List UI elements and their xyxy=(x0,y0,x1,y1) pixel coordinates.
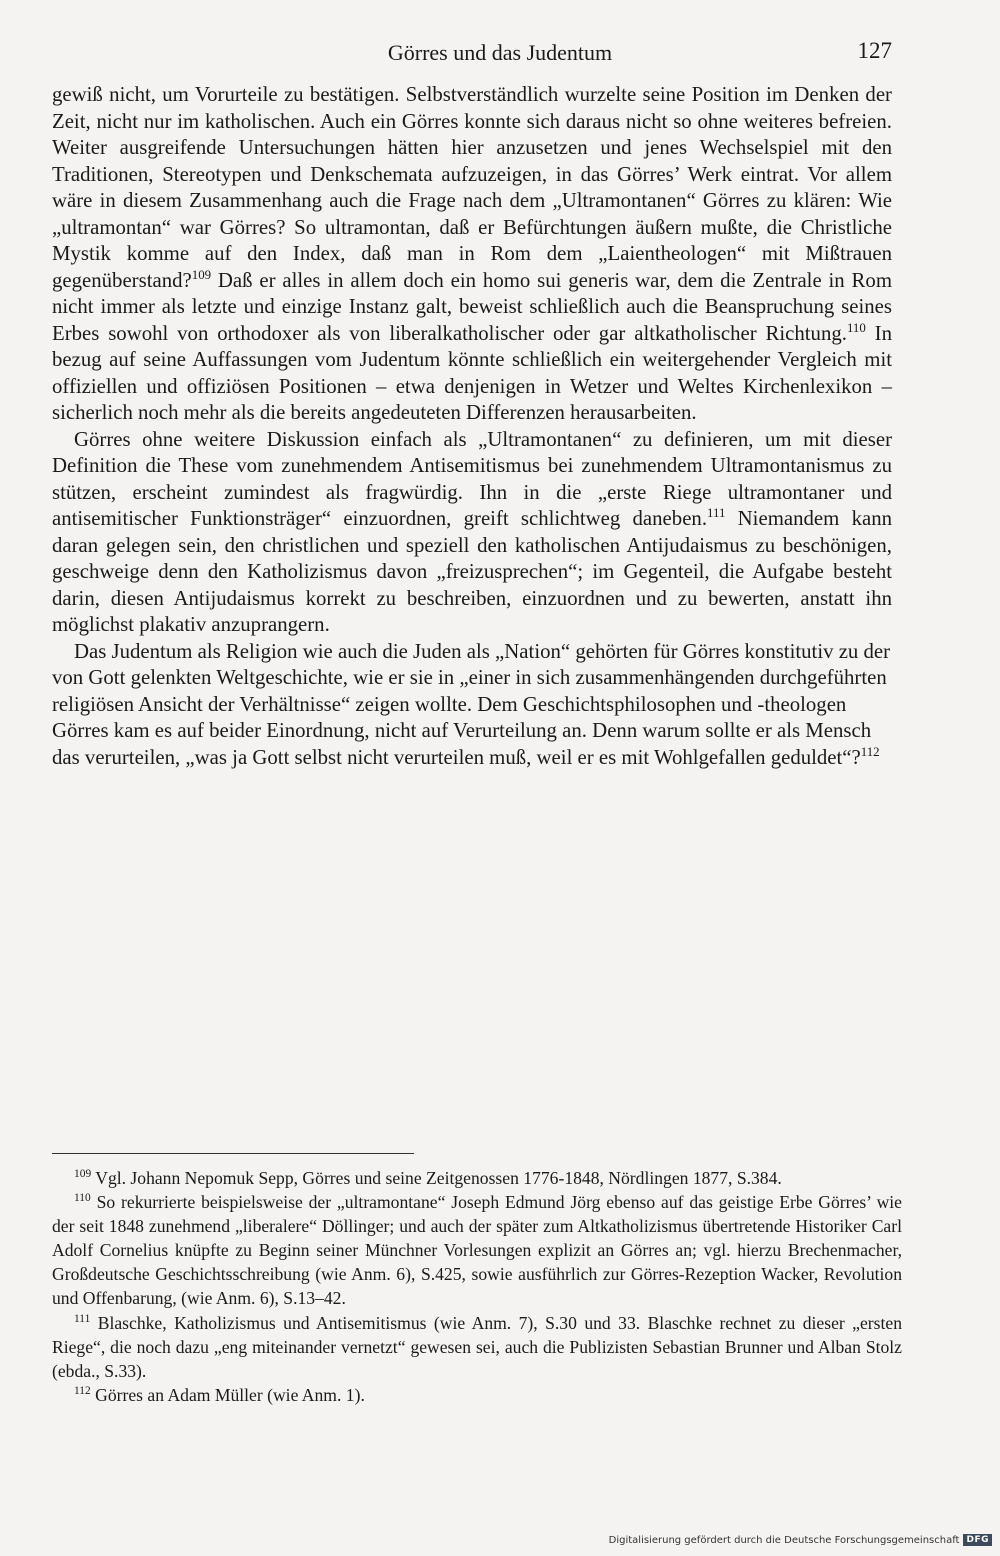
footnote-ref-110[interactable]: 110 xyxy=(846,320,866,335)
footnote-ref-111[interactable]: 111 xyxy=(707,506,726,521)
footnote-number: 111 xyxy=(74,1312,91,1325)
footnote-109 xyxy=(52,1166,902,1190)
digitization-credit xyxy=(609,1534,992,1546)
page-header xyxy=(0,36,1000,70)
footnotes xyxy=(52,1166,902,1407)
footnote-text: Vgl. Johann Nepomuk Sepp, Görres und seine Zeitgenossen 1776-1848, Nördlingen 1877, S.384. xyxy=(91,1168,782,1188)
paragraph-text: gewiß nicht, um Vorurteile zu bestätigen. Selbstverständlich wurzelte seine Position im Denken der Zeit, nicht nur im katholischen. Auch ein Görres konnte sich daraus nicht so ohne weiteres befreien. Weiter ausgreifende Untersuchungen hätten hier anzusetzen und jenes Wechselspiel mit den Traditionen, Stereotypen und Denkschemata aufzuzeigen, in das Görres’ Werk eintrat. Vor allem wäre in diesem Zusammenhang auch die Frage nach dem „Ultramontanen“ Görres zu klären: Wie „ultramontan“ war Görres? So ultramontan, daß er Befürchtungen äußern mußte, die Christliche Mystik komme auf den Index, daß man in Rom dem „Laientheologen“ mit Mißtrauen gegenüberstand? xyxy=(52,83,892,292)
footnote-ref-112[interactable]: 112 xyxy=(860,744,880,759)
footnote-110 xyxy=(52,1190,902,1310)
footnote-112 xyxy=(52,1383,902,1407)
footnote-text: Blaschke, Katholizismus und Antisemitismus (wie Anm. 7), S.30 und 33. Blaschke rechnet zu dieser „ersten Riege“, die noch dazu „eng miteinander vernetzt“ gewesen sei, auch die Publizisten Sebastian Brunner und Alban Stolz (ebda., S.33). xyxy=(52,1312,902,1381)
footnote-number: 112 xyxy=(74,1384,91,1397)
main-text xyxy=(52,82,892,771)
footnote-text: Görres an Adam Müller (wie Anm. 1). xyxy=(90,1384,365,1405)
paragraph-text: Görres ohne weitere Diskussion einfach als „Ultramontanen“ zu definieren, um mit dieser Definition die These vom zunehmendem Antisemitismus bei zunehmendem Ultramontanismus zu stützen, erscheint zumindest als fragwürdig. Ihn in die „erste Riege ultramontaner und antisemitischer Funktionsträger“ einzuordnen, greift schlichtweg daneben. xyxy=(52,427,892,530)
paragraph-text: Niemandem kann daran gelegen sein, den christlichen und speziell den katholischen Antijudaismus zu beschönigen, geschweige denn den Katholizismus davon „freizusprechen“; im Gegenteil, die Aufgabe besteht darin, diesen Antijudaismus korrekt zu beschreiben, einzuordnen und zu bewerten, anstatt ihn möglichst plakativ anzuprangern. xyxy=(52,507,892,636)
running-title: Görres und das Judentum xyxy=(387,40,613,65)
paragraph-1 xyxy=(52,82,892,427)
credit-text: Digitalisierung gefördert durch die Deutsche Forschungsgemeinschaft xyxy=(608,1534,960,1546)
page-number: 127 xyxy=(857,38,892,63)
paragraph-2 xyxy=(52,427,892,639)
footnote-text: So rekurrierte beispielsweise der „ultramontane“ Joseph Edmund Jörg ebenso auf das geistige Erbe Görres’ wie der seit 1848 zunehmend „liberalere“ Döllinger; und auch der später zum Altkatholizismus übertretende Historiker Carl Adolf Cornelius knüpfte zu Beginn seiner Münchner Vorlesungen explizit an Görres an; vgl. hierzu Brechenmacher, Großdeutsche Geschichtsschreibung (wie Anm. 6), S.425, sowie ausführlich zur Görres-Rezeption Wacker, Revolution und Offenbarung, (wie Anm. 6), S.13–42. xyxy=(52,1192,902,1309)
dfg-logo-icon[interactable]: DFG xyxy=(963,1534,992,1546)
paragraph-text: In bezug auf seine Auffassungen vom Judentum könnte schließlich ein weitergehender Vergleich mit offiziellen und offiziösen Positionen – etwa denjenigen in Wetzer und Weltes Kirchenlexikon – sicherlich noch mehr als die bereits angedeuteten Differenzen herausarbeiten. xyxy=(52,321,892,424)
footnote-separator xyxy=(52,1153,414,1154)
footnote-number: 110 xyxy=(74,1192,91,1205)
footnote-111 xyxy=(52,1311,902,1383)
footnote-number: 109 xyxy=(74,1168,92,1181)
footnote-ref-109[interactable]: 109 xyxy=(191,267,212,282)
paragraph-3 xyxy=(52,639,892,772)
paragraph-text: Das Judentum als Religion wie auch die Juden als „Nation“ gehörten für Görres konstitutiv zu der von Gott gelenkten Weltgeschichte, wie er sie in „einer in sich zusammenhängenden durchgeführten religiösen Ansicht der Verhältnisse“ zeigen wollte. Dem Geschichtsphilosophen und -theologen Görres kam es auf beider Einordnung, nicht auf Verurteilung an. Denn warum sollte er als Mensch das verurteilen, „was ja Gott selbst nicht verurteilen muß, weil er es mit Wohlgefallen geduldet“? xyxy=(52,639,891,769)
paragraph-text: Daß er alles in allem doch ein homo sui generis war, dem die Zentrale in Rom nicht immer als letzte und einzige Instanz galt, beweist schließlich auch die Beanspruchung seines Erbes sowohl von orthodoxer als von liberalkatholischer oder gar altkatholischer Richtung. xyxy=(52,268,892,345)
